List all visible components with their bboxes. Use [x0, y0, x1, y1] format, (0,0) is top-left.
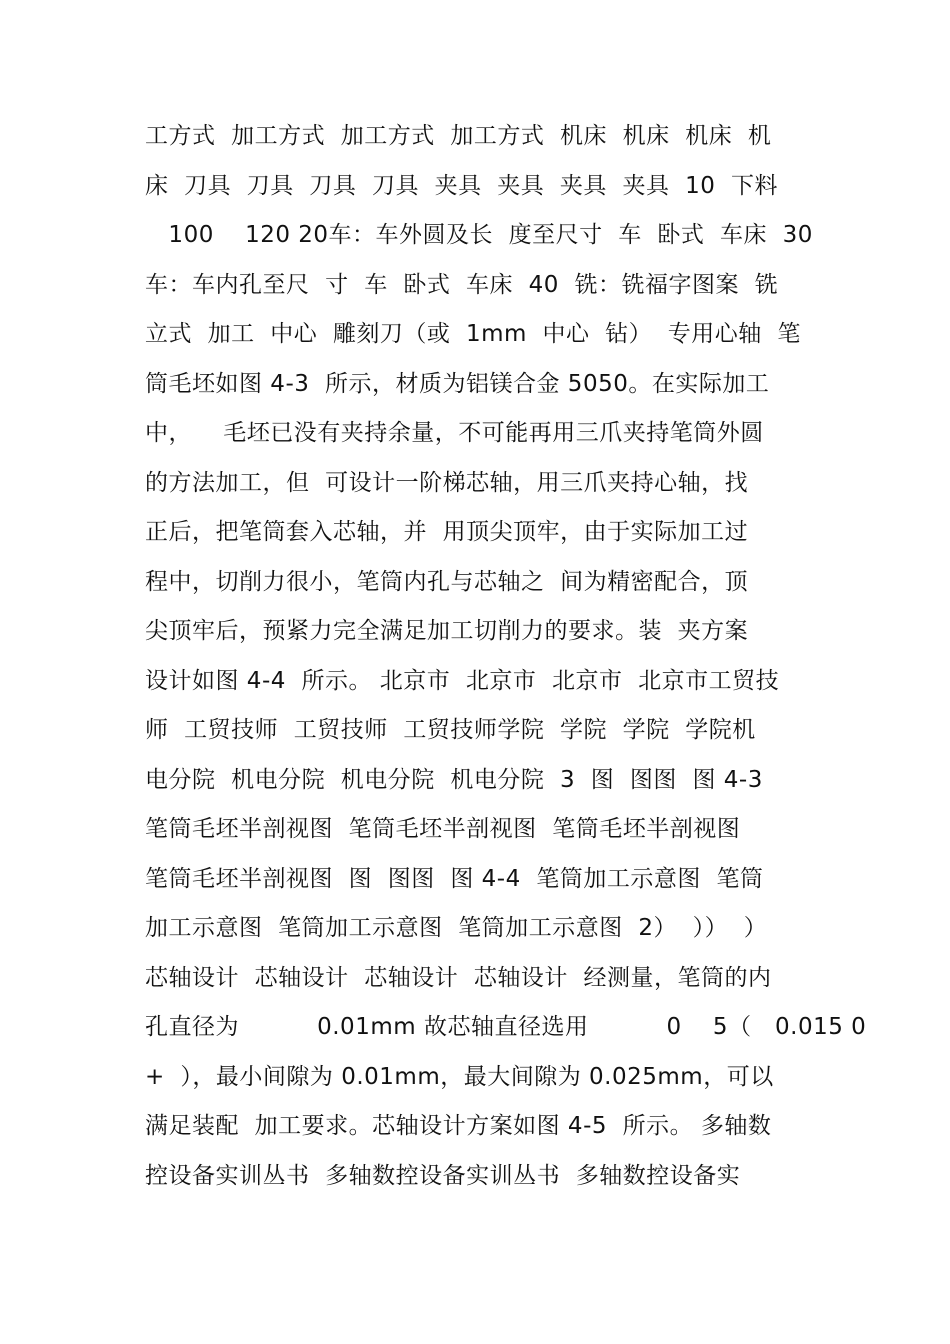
- text-line: 的方法加工，但 可设计一阶梯芯轴，用三爪夹持心轴，找: [145, 469, 749, 496]
- text-line: 师 工贸技师 工贸技师 工贸技师学院 学院 学院 学院机: [145, 717, 756, 743]
- text-line: 芯轴设计 芯轴设计 芯轴设计 芯轴设计 经测量，笔筒的内: [145, 964, 772, 991]
- text-line: 设计如图 4-4 所示。 北京市 北京市 北京市 北京市工贸技: [145, 667, 780, 694]
- body-text: [145, 112, 867, 1201]
- text-line: 车：车内孔至尺 寸 车 卧式 车床 40 铣：铣福字图案 铣: [145, 271, 779, 298]
- text-line: 满足装配 加工要求。芯轴设计方案如图 4-5 所示。 多轴数: [145, 1113, 772, 1139]
- text-line: 床 刀具 刀具 刀具 刀具 夹具 夹具 夹具 夹具 10 下料: [145, 172, 778, 199]
- text-line: 电分院 机电分院 机电分院 机电分院 3 图 图图 图 4-3: [145, 766, 763, 793]
- text-line: 孔直径为 0.01mm 故芯轴直径选用 0 5（ 0.015 0: [145, 1014, 867, 1040]
- text-line: 立式 加工 中心 雕刻刀（或 1mm 中心 钻） 专用心轴 笔: [145, 321, 801, 347]
- text-line: 笔筒毛坯半剖视图 图 图图 图 4-4 笔筒加工示意图 笔筒: [145, 865, 764, 892]
- text-line: 100 120 20车：车外圆及长 度至尺寸 车 卧式 车床 30: [145, 222, 813, 248]
- text-line: 尖顶牢后，预紧力完全满足加工切削力的要求。装 夹方案: [145, 618, 749, 644]
- text-line: 控设备实训丛书 多轴数控设备实训丛书 多轴数控设备实: [145, 1162, 741, 1189]
- text-line: + ），最小间隙为 0.01mm，最大间隙为 0.025mm，可以: [145, 1063, 774, 1090]
- text-line: 筒毛坯如图 4-3 所示，材质为铝镁合金 5050。在实际加工: [145, 370, 770, 397]
- text-line: 程中，切削力很小，笔筒内孔与芯轴之 间为精密配合，顶: [145, 568, 749, 595]
- text-line: 加工示意图 笔筒加工示意图 笔筒加工示意图 2） ）） ）: [145, 915, 768, 941]
- text-line: 正后，把笔筒套入芯轴，并 用顶尖顶牢，由于实际加工过: [145, 519, 749, 545]
- text-line: 笔筒毛坯半剖视图 笔筒毛坯半剖视图 笔筒毛坯半剖视图: [145, 816, 741, 842]
- text-line: 中， 毛坯已没有夹持余量，不可能再用三爪夹持笔筒外圆: [145, 420, 764, 446]
- text-line: 工方式 加工方式 加工方式 加工方式 机床 机床 机床 机: [145, 123, 772, 149]
